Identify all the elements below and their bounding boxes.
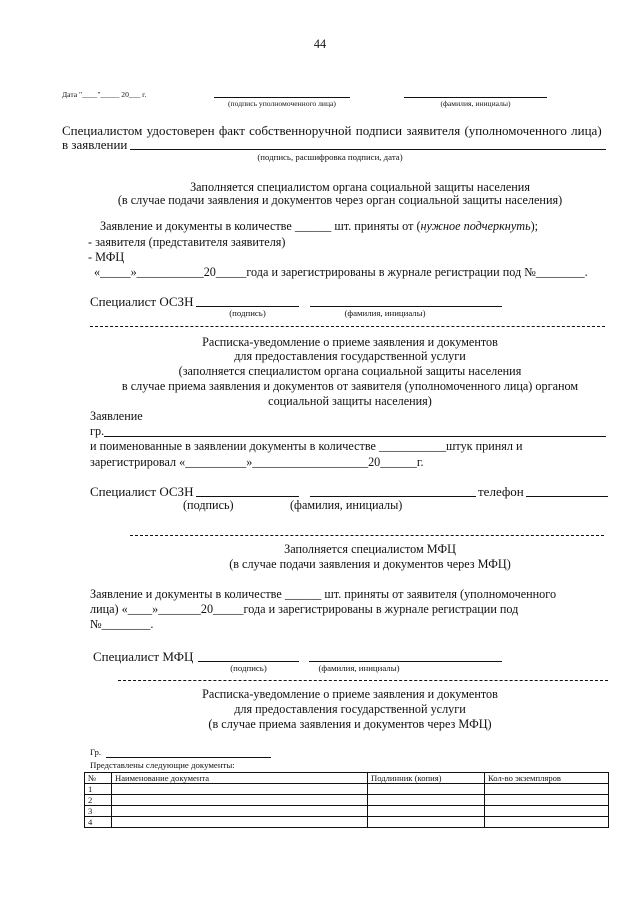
table-cell	[112, 806, 368, 817]
oszn-name-caption: (фамилия, инициалы)	[344, 308, 426, 318]
receipt1-name-caption: (фамилия, инициалы)	[290, 498, 403, 512]
receipt2-subtitle: для предоставления государственной услуги	[234, 702, 466, 716]
certify-line: Специалистом удостоверен факт собственноручной подписи заявителя (уполномоченного лица)	[62, 123, 602, 138]
name-underline	[404, 97, 547, 98]
table-cell	[112, 795, 368, 806]
receipt2-presented: Представлены следующие документы:	[90, 760, 235, 770]
table-cell	[485, 784, 609, 795]
table-row	[85, 795, 609, 806]
column-header: №	[85, 773, 112, 784]
signature-underline	[214, 97, 350, 98]
table-cell	[112, 817, 368, 828]
row-number: 2	[85, 795, 112, 806]
oszn-option-applicant: - заявителя (представителя заявителя)	[88, 235, 286, 249]
receipt2-title: Расписка-уведомление о приеме заявления и документов	[202, 687, 498, 701]
receipt1-name-underline	[310, 496, 476, 497]
mfc-sig-caption: (подпись)	[230, 663, 267, 673]
receipt1-title: Расписка-уведомление о приеме заявления и документов	[202, 335, 498, 349]
table-header-row	[85, 773, 609, 784]
mfc-specialist-label: Специалист МФЦ	[93, 649, 194, 664]
mfc-heading: Заполняется специалистом МФЦ	[284, 542, 456, 556]
table-row	[85, 817, 609, 828]
table-cell	[368, 784, 485, 795]
table-cell	[485, 795, 609, 806]
mfc-subheading: (в случае подачи заявления и документов через МФЦ)	[229, 557, 511, 571]
receipt1-specialist-label: Специалист ОСЗН	[90, 484, 194, 499]
certify-caption: (подпись, расшифровка подписи, дата)	[257, 152, 403, 162]
table-cell	[368, 817, 485, 828]
table-row	[85, 784, 609, 795]
receipt1-subtitle: для предоставления государственной услуги	[234, 349, 466, 363]
receipt1-sig-caption: (подпись)	[183, 498, 234, 512]
table-cell	[485, 806, 609, 817]
signature-caption: (подпись уполномоченного лица)	[228, 99, 336, 108]
cut-line	[130, 535, 604, 536]
table-row	[85, 806, 609, 817]
mfc-sig-underline	[198, 661, 299, 662]
oszn-sig-caption: (подпись)	[229, 308, 266, 318]
row-number: 1	[85, 784, 112, 795]
receipt1-docs-line: и поименованные в заявлении документы в количестве ___________штук принял и	[90, 439, 523, 453]
receipt1-phone-underline	[526, 496, 608, 497]
mfc-name-underline	[309, 661, 502, 662]
oszn-option-mfc: - МФЦ	[88, 250, 125, 264]
row-number: 4	[85, 817, 112, 828]
mfc-name-caption: (фамилия, инициалы)	[318, 663, 400, 673]
table-cell	[112, 784, 368, 795]
oszn-name-underline	[310, 306, 502, 307]
receipt1-note1: (заполняется специалистом органа социальной защиты населения	[178, 364, 522, 378]
page-number: 44	[313, 37, 327, 51]
receipt2-label-gr: Гр.	[90, 747, 102, 757]
receipt1-phone-label: телефон	[478, 484, 524, 499]
table-cell	[485, 817, 609, 828]
receipt1-sig-underline	[196, 496, 299, 497]
receipt2-gr-underline	[106, 757, 271, 758]
table-cell	[368, 806, 485, 817]
column-header: Подлинник (копия)	[368, 773, 485, 784]
column-header: Кол-во экземпляров	[485, 773, 609, 784]
receipt1-reg-line: зарегистрировал «__________»___________________20______г.	[90, 455, 424, 469]
receipt1-note3: социальной защиты населения)	[268, 394, 432, 408]
cut-line	[90, 326, 605, 327]
oszn-sig-underline	[196, 306, 299, 307]
mfc-line3: №________.	[90, 617, 154, 631]
certify-prefix: в заявлении	[62, 137, 128, 152]
cut-line	[118, 680, 608, 681]
date-line: Дата "____"_____ 20___ г.	[62, 90, 147, 99]
receipt1-gr-underline	[104, 436, 606, 437]
oszn-specialist-label: Специалист ОСЗН	[90, 294, 194, 309]
receipt1-note2: в случае приема заявления и документов от заявителя (уполномоченного лица) органом	[121, 379, 579, 393]
oszn-subheading: (в случае подачи заявления и документов через орган социальной защиты населения)	[117, 193, 563, 207]
row-number: 3	[85, 806, 112, 817]
column-header: Наименование документа	[112, 773, 368, 784]
certify-underline	[130, 149, 606, 150]
oszn-accept-line: Заявление и документы в количестве ______ шт. приняты от (нужное подчеркнуть);	[100, 219, 539, 233]
receipt1-label-zayavlenie: Заявление	[90, 409, 143, 423]
receipt2-note: (в случае приема заявления и документов через МФЦ)	[208, 717, 492, 731]
name-caption: (фамилия, инициалы)	[440, 99, 511, 108]
oszn-heading: Заполняется специалистом органа социальной защиты населения	[190, 180, 530, 194]
documents-table	[84, 772, 609, 828]
mfc-line2: лица) «____»_______20_____года и зарегистрированы в журнале регистрации под	[90, 602, 519, 616]
receipt1-label-gr: гр.	[90, 424, 105, 438]
oszn-registration-line: «_____»___________20_____года и зарегистрированы в журнале регистрации под №________.	[94, 265, 588, 279]
mfc-line1: Заявление и документы в количестве ______ шт. приняты от заявителя (уполномоченного	[90, 587, 557, 601]
table-cell	[368, 795, 485, 806]
